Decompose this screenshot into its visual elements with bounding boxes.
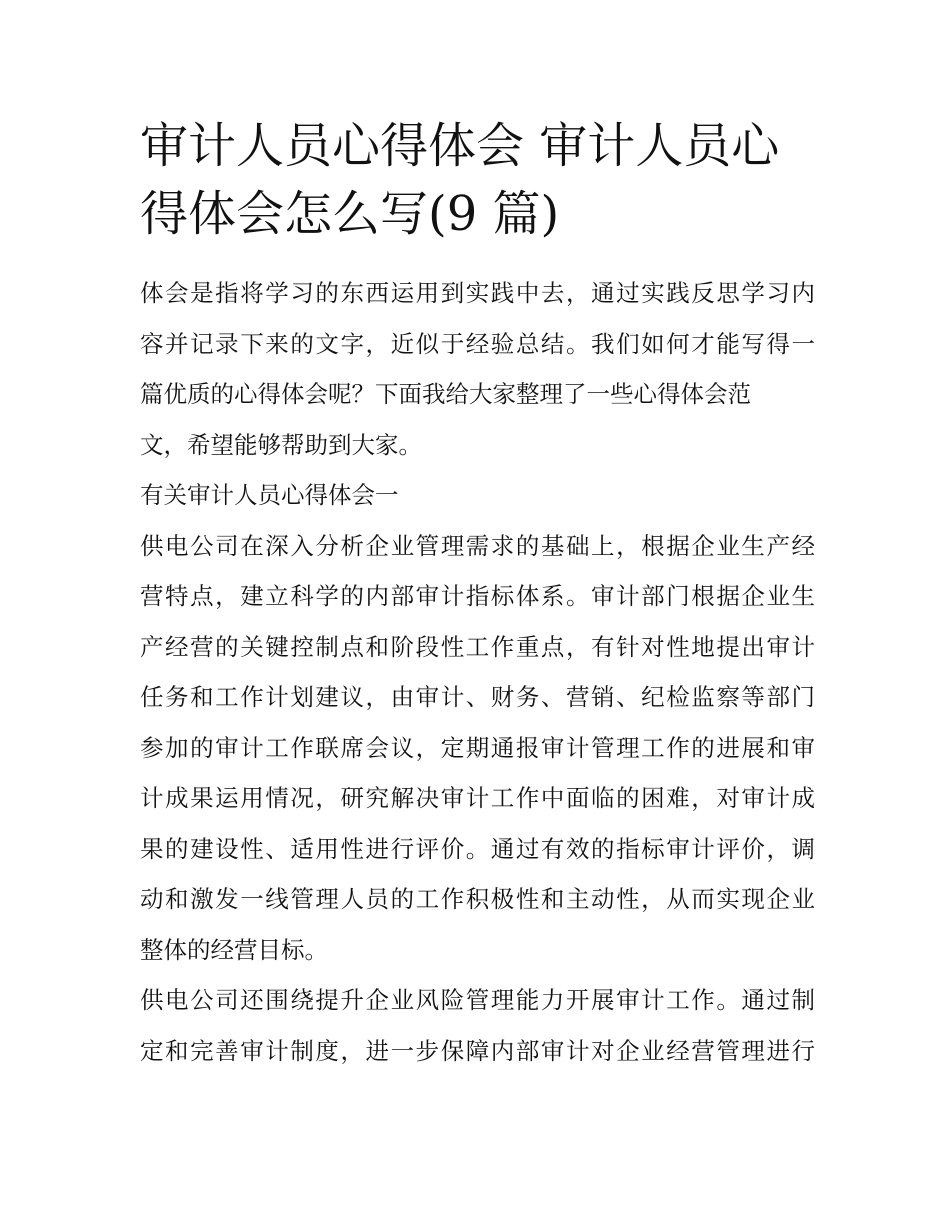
intro-paragraph <box>140 268 815 470</box>
title-line-2: 得体会怎么写(9 篇) <box>140 186 560 242</box>
page-title <box>140 112 815 248</box>
intro-line-4: 文，希望能够帮助到大家。 <box>140 430 422 459</box>
paragraph-2 <box>140 975 815 1076</box>
intro-line-1: 体会是指将学习的东西运用到实践中去，通过实践反思学习内 <box>140 279 815 307</box>
paragraph-1-line-8: 动和激发一线管理人员的工作积极性和主动性，从而实现企业 <box>140 885 815 913</box>
paragraph-1-line-2: 营特点，建立科学的内部审计指标体系。审计部门根据企业生 <box>140 582 815 610</box>
paragraph-1-line-1: 供电公司在深入分析企业管理需求的基础上，根据企业生产经 <box>140 531 815 560</box>
intro-line-3: 篇优质的心得体会呢？下面我给大家整理了一些心得体会范 <box>140 380 751 408</box>
paragraph-1-line-7: 果的建设性、适用性进行评价。通过有效的指标审计评价，调 <box>140 834 815 863</box>
paragraph-1 <box>140 521 815 976</box>
section-heading: 有关审计人员心得体会一 <box>140 481 399 509</box>
paragraph-2-line-2: 定和完善审计制度，进一步保障内部审计对企业经营管理进行 <box>140 1036 815 1065</box>
paragraph-1-line-4: 任务和工作计划建议，由审计、财务、营销、纪检监察等部门 <box>140 683 815 711</box>
document-body <box>140 268 815 1076</box>
paragraph-2-line-1: 供电公司还围绕提升企业风险管理能力开展审计工作。通过制 <box>140 986 815 1014</box>
paragraph-1-line-5: 参加的审计工作联席会议，定期通报审计管理工作的进展和审 <box>140 733 815 762</box>
document-content <box>140 112 815 1076</box>
intro-line-2: 容并记录下来的文字，近似于经验总结。我们如何才能写得一 <box>140 329 815 358</box>
paragraph-1-line-6: 计成果运用情况，研究解决审计工作中面临的困难，对审计成 <box>140 784 815 812</box>
paragraph-1-line-9: 整体的经营目标。 <box>140 935 328 964</box>
paragraph-1-line-3: 产经营的关键控制点和阶段性工作重点，有针对性地提出审计 <box>140 632 815 661</box>
title-line-1: 审计人员心得体会 审计人员心 <box>140 118 780 174</box>
